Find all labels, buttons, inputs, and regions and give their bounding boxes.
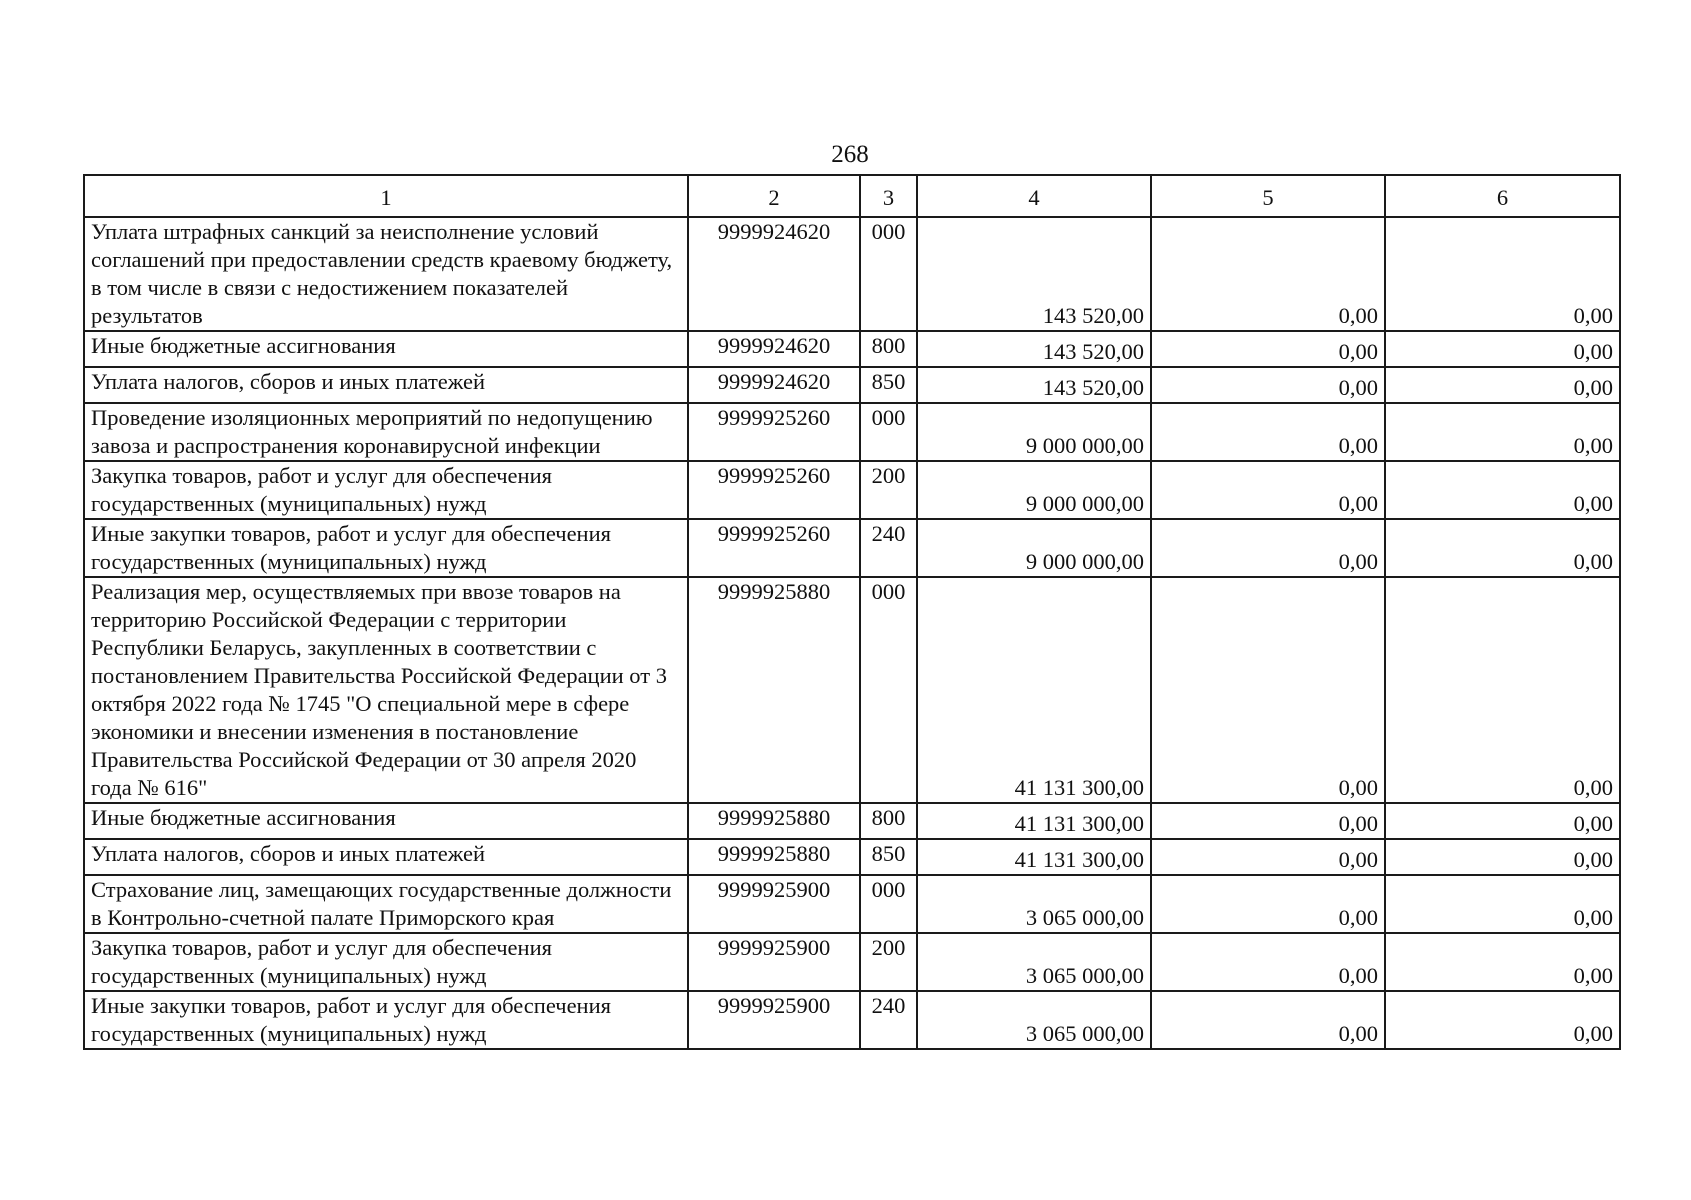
table-row: [84, 991, 1620, 1049]
amount-column-5-cell: 0,00: [1151, 577, 1385, 803]
expense-type-code-cell: 000: [860, 403, 917, 461]
expense-type-code-cell: 240: [860, 991, 917, 1049]
table-row: [84, 933, 1620, 991]
target-article-code-cell: 9999925260: [688, 403, 860, 461]
table-row: [84, 331, 1620, 367]
expense-type-code-cell: 000: [860, 577, 917, 803]
column-header-2: 2: [688, 175, 860, 217]
column-header-5: 5: [1151, 175, 1385, 217]
amount-column-5-cell: 0,00: [1151, 331, 1385, 367]
expense-name-cell: Уплата штрафных санкций за неисполнение условий соглашений при предоставлении средств краевому бюджету, в том числе в связи с недостижением показателей результатов: [84, 217, 688, 331]
expense-type-code-cell: 850: [860, 367, 917, 403]
target-article-code-cell: 9999925880: [688, 803, 860, 839]
expense-type-code-cell: 000: [860, 875, 917, 933]
amount-column-5-cell: 0,00: [1151, 803, 1385, 839]
expense-type-code-cell: 800: [860, 331, 917, 367]
amount-column-4-cell: 3 065 000,00: [917, 875, 1151, 933]
table-row: [84, 803, 1620, 839]
amount-column-5-cell: 0,00: [1151, 217, 1385, 331]
amount-column-6-cell: 0,00: [1385, 803, 1620, 839]
expense-name-cell: Иные бюджетные ассигнования: [84, 803, 688, 839]
amount-column-4-cell: 9 000 000,00: [917, 461, 1151, 519]
amount-column-4-cell: 41 131 300,00: [917, 803, 1151, 839]
expense-type-code-cell: 200: [860, 933, 917, 991]
amount-column-6-cell: 0,00: [1385, 991, 1620, 1049]
target-article-code-cell: 9999925900: [688, 875, 860, 933]
amount-column-5-cell: 0,00: [1151, 461, 1385, 519]
expense-type-code-cell: 850: [860, 839, 917, 875]
column-header-1: 1: [84, 175, 688, 217]
amount-column-6-cell: 0,00: [1385, 217, 1620, 331]
amount-column-4-cell: 3 065 000,00: [917, 933, 1151, 991]
target-article-code-cell: 9999925900: [688, 933, 860, 991]
amount-column-5-cell: 0,00: [1151, 991, 1385, 1049]
budget-table: [83, 174, 1621, 1050]
amount-column-6-cell: 0,00: [1385, 933, 1620, 991]
amount-column-5-cell: 0,00: [1151, 933, 1385, 991]
amount-column-5-cell: 0,00: [1151, 875, 1385, 933]
expense-name-cell: Иные закупки товаров, работ и услуг для обеспечения государственных (муниципальных) нужд: [84, 519, 688, 577]
column-header-3: 3: [860, 175, 917, 217]
target-article-code-cell: 9999924620: [688, 217, 860, 331]
expense-name-cell: Закупка товаров, работ и услуг для обеспечения государственных (муниципальных) нужд: [84, 461, 688, 519]
amount-column-6-cell: 0,00: [1385, 331, 1620, 367]
table-row: [84, 217, 1620, 331]
table-row: [84, 577, 1620, 803]
amount-column-4-cell: 41 131 300,00: [917, 577, 1151, 803]
expense-name-cell: Иные бюджетные ассигнования: [84, 331, 688, 367]
amount-column-6-cell: 0,00: [1385, 367, 1620, 403]
amount-column-5-cell: 0,00: [1151, 839, 1385, 875]
table-row: [84, 461, 1620, 519]
column-header-4: 4: [917, 175, 1151, 217]
amount-column-5-cell: 0,00: [1151, 403, 1385, 461]
column-header-6: 6: [1385, 175, 1620, 217]
amount-column-4-cell: 143 520,00: [917, 217, 1151, 331]
expense-type-code-cell: 200: [860, 461, 917, 519]
target-article-code-cell: 9999924620: [688, 331, 860, 367]
expense-name-cell: Уплата налогов, сборов и иных платежей: [84, 367, 688, 403]
target-article-code-cell: 9999925880: [688, 577, 860, 803]
amount-column-6-cell: 0,00: [1385, 461, 1620, 519]
table-row: [84, 875, 1620, 933]
amount-column-4-cell: 143 520,00: [917, 367, 1151, 403]
expense-name-cell: Уплата налогов, сборов и иных платежей: [84, 839, 688, 875]
expense-name-cell: Проведение изоляционных мероприятий по недопущению завоза и распространения коронавирусной инфекции: [84, 403, 688, 461]
target-article-code-cell: 9999925900: [688, 991, 860, 1049]
amount-column-4-cell: 3 065 000,00: [917, 991, 1151, 1049]
amount-column-4-cell: 9 000 000,00: [917, 519, 1151, 577]
amount-column-6-cell: 0,00: [1385, 875, 1620, 933]
target-article-code-cell: 9999925880: [688, 839, 860, 875]
expense-name-cell: Закупка товаров, работ и услуг для обеспечения государственных (муниципальных) нужд: [84, 933, 688, 991]
table-row: [84, 403, 1620, 461]
amount-column-4-cell: 41 131 300,00: [917, 839, 1151, 875]
expense-name-cell: Иные закупки товаров, работ и услуг для обеспечения государственных (муниципальных) нужд: [84, 991, 688, 1049]
expense-type-code-cell: 800: [860, 803, 917, 839]
amount-column-4-cell: 143 520,00: [917, 331, 1151, 367]
expense-type-code-cell: 240: [860, 519, 917, 577]
amount-column-6-cell: 0,00: [1385, 519, 1620, 577]
target-article-code-cell: 9999924620: [688, 367, 860, 403]
target-article-code-cell: 9999925260: [688, 461, 860, 519]
amount-column-6-cell: 0,00: [1385, 839, 1620, 875]
amount-column-6-cell: 0,00: [1385, 403, 1620, 461]
table-row: [84, 367, 1620, 403]
amount-column-5-cell: 0,00: [1151, 519, 1385, 577]
amount-column-4-cell: 9 000 000,00: [917, 403, 1151, 461]
table-row: [84, 519, 1620, 577]
target-article-code-cell: 9999925260: [688, 519, 860, 577]
amount-column-6-cell: 0,00: [1385, 577, 1620, 803]
page-number: 268: [831, 141, 869, 168]
expense-type-code-cell: 000: [860, 217, 917, 331]
table-header-row: [84, 175, 1620, 217]
amount-column-5-cell: 0,00: [1151, 367, 1385, 403]
expense-name-cell: Реализация мер, осуществляемых при ввозе товаров на территорию Российской Федерации с территории Республики Беларусь, закупленных в соответствии с постановлением Правительства Российской Федерации от 3 октября 2022 года № 1745 "О специальной мере в сфере экономики и внесении изменения в постановление Правительства Российской Федерации от 30 апреля 2020 года № 616": [84, 577, 688, 803]
expense-name-cell: Страхование лиц, замещающих государственные должности в Контрольно-счетной палате Приморского края: [84, 875, 688, 933]
table-row: [84, 839, 1620, 875]
